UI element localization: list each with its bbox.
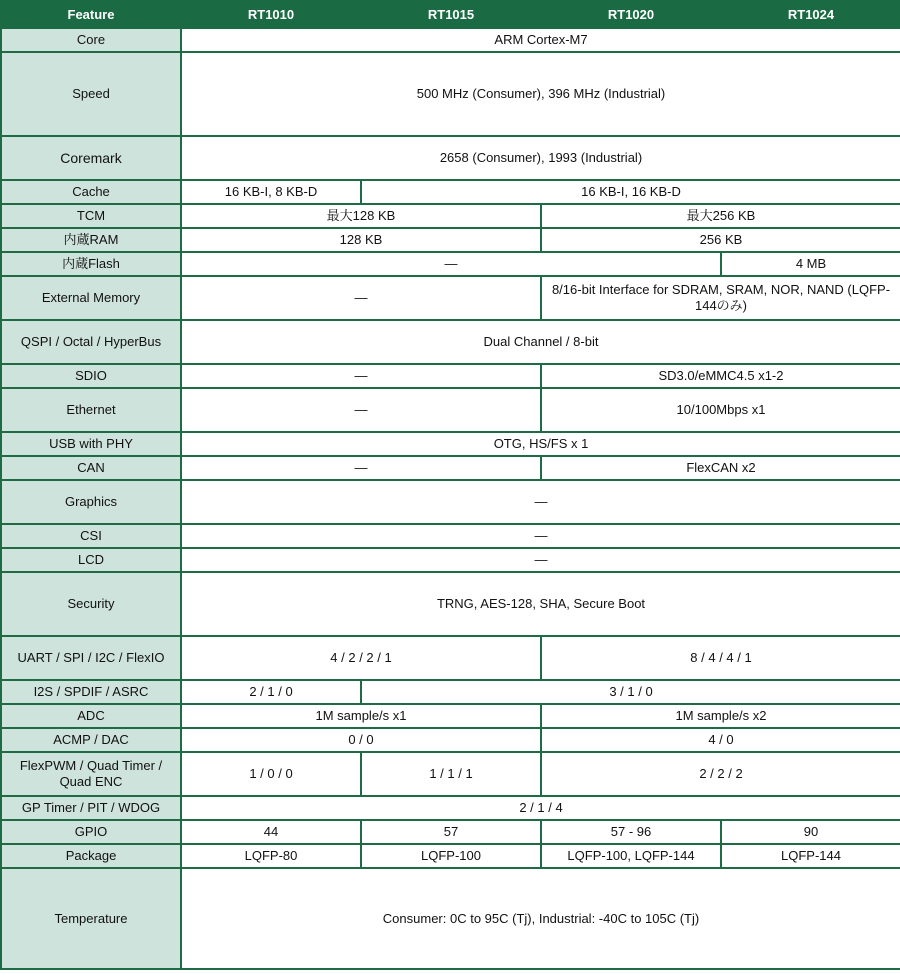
- feature-cell: Security: [1, 572, 181, 636]
- table-row: [1, 52, 900, 136]
- value-cell: 57: [361, 820, 541, 844]
- table-row: [1, 680, 900, 704]
- feature-cell: CSI: [1, 524, 181, 548]
- feature-cell: Coremark: [1, 136, 181, 180]
- value-cell: LQFP-100: [361, 844, 541, 868]
- table-row: [1, 276, 900, 320]
- table-row: [1, 572, 900, 636]
- table-row: [1, 728, 900, 752]
- value-cell: OTG, HS/FS x 1: [181, 432, 900, 456]
- value-cell: 44: [181, 820, 361, 844]
- feature-cell: Core: [1, 28, 181, 52]
- value-cell: —: [181, 480, 900, 524]
- table-row: [1, 796, 900, 820]
- feature-cell: Cache: [1, 180, 181, 204]
- value-cell: 16 KB-I, 8 KB-D: [181, 180, 361, 204]
- feature-cell: Temperature: [1, 868, 181, 969]
- feature-cell: ADC: [1, 704, 181, 728]
- value-cell: 1M sample/s x1: [181, 704, 541, 728]
- table-row: [1, 868, 900, 969]
- value-cell: LQFP-80: [181, 844, 361, 868]
- value-cell: 128 KB: [181, 228, 541, 252]
- value-cell: 最大128 KB: [181, 204, 541, 228]
- value-cell: 8/16-bit Interface for SDRAM, SRAM, NOR, NAND (LQFP-144のみ): [541, 276, 900, 320]
- header-rt1010: RT1010: [181, 1, 361, 28]
- value-cell: 4 / 0: [541, 728, 900, 752]
- header-rt1024: RT1024: [721, 1, 900, 28]
- feature-cell: TCM: [1, 204, 181, 228]
- table-row: [1, 204, 900, 228]
- value-cell: 16 KB-I, 16 KB-D: [361, 180, 900, 204]
- value-cell: LQFP-144: [721, 844, 900, 868]
- table-row: [1, 752, 900, 796]
- feature-cell: UART / SPI / I2C / FlexIO: [1, 636, 181, 680]
- header-feature: Feature: [1, 1, 181, 28]
- table-row: [1, 252, 900, 276]
- feature-cell: 内蔵RAM: [1, 228, 181, 252]
- value-cell: Consumer: 0C to 95C (Tj), Industrial: -40C to 105C (Tj): [181, 868, 900, 969]
- value-cell: LQFP-100, LQFP-144: [541, 844, 721, 868]
- value-cell: 1 / 1 / 1: [361, 752, 541, 796]
- value-cell: 90: [721, 820, 900, 844]
- value-cell: 2 / 2 / 2: [541, 752, 900, 796]
- value-cell: 3 / 1 / 0: [361, 680, 900, 704]
- table-row: [1, 320, 900, 364]
- value-cell: SD3.0/eMMC4.5 x1-2: [541, 364, 900, 388]
- value-cell: TRNG, AES-128, SHA, Secure Boot: [181, 572, 900, 636]
- value-cell: 57 - 96: [541, 820, 721, 844]
- value-cell: ARM Cortex-M7: [181, 28, 900, 52]
- feature-cell: Speed: [1, 52, 181, 136]
- value-cell: FlexCAN x2: [541, 456, 900, 480]
- feature-cell: ACMP / DAC: [1, 728, 181, 752]
- feature-cell: GP Timer / PIT / WDOG: [1, 796, 181, 820]
- feature-cell: LCD: [1, 548, 181, 572]
- feature-cell: External Memory: [1, 276, 181, 320]
- table-row: [1, 28, 900, 52]
- value-cell: Dual Channel / 8-bit: [181, 320, 900, 364]
- feature-cell: 内蔵Flash: [1, 252, 181, 276]
- feature-cell: Package: [1, 844, 181, 868]
- table-row: [1, 136, 900, 180]
- value-cell: —: [181, 548, 900, 572]
- feature-cell: GPIO: [1, 820, 181, 844]
- table-body: [1, 28, 900, 969]
- table-header: [1, 1, 900, 28]
- table-row: [1, 180, 900, 204]
- value-cell: —: [181, 364, 541, 388]
- header-row: [1, 1, 900, 28]
- table-row: [1, 704, 900, 728]
- table-row: [1, 456, 900, 480]
- feature-cell: QSPI / Octal / HyperBus: [1, 320, 181, 364]
- table-row: [1, 480, 900, 524]
- header-rt1020: RT1020: [541, 1, 721, 28]
- value-cell: 1 / 0 / 0: [181, 752, 361, 796]
- value-cell: 2 / 1 / 4: [181, 796, 900, 820]
- table-row: [1, 820, 900, 844]
- feature-cell: CAN: [1, 456, 181, 480]
- value-cell: 256 KB: [541, 228, 900, 252]
- table-row: [1, 388, 900, 432]
- table-row: [1, 548, 900, 572]
- table-row: [1, 636, 900, 680]
- feature-cell: FlexPWM / Quad Timer / Quad ENC: [1, 752, 181, 796]
- feature-cell: USB with PHY: [1, 432, 181, 456]
- value-cell: 1M sample/s x2: [541, 704, 900, 728]
- value-cell: 2658 (Consumer), 1993 (Industrial): [181, 136, 900, 180]
- table-row: [1, 432, 900, 456]
- value-cell: —: [181, 388, 541, 432]
- value-cell: 4 / 2 / 2 / 1: [181, 636, 541, 680]
- feature-cell: Ethernet: [1, 388, 181, 432]
- value-cell: 最大256 KB: [541, 204, 900, 228]
- table-row: [1, 844, 900, 868]
- table-row: [1, 364, 900, 388]
- value-cell: 10/100Mbps x1: [541, 388, 900, 432]
- value-cell: 2 / 1 / 0: [181, 680, 361, 704]
- value-cell: —: [181, 276, 541, 320]
- value-cell: 4 MB: [721, 252, 900, 276]
- table-row: [1, 524, 900, 548]
- value-cell: 500 MHz (Consumer), 396 MHz (Industrial): [181, 52, 900, 136]
- table-row: [1, 228, 900, 252]
- value-cell: —: [181, 456, 541, 480]
- feature-cell: Graphics: [1, 480, 181, 524]
- value-cell: 8 / 4 / 4 / 1: [541, 636, 900, 680]
- feature-cell: I2S / SPDIF / ASRC: [1, 680, 181, 704]
- value-cell: —: [181, 252, 721, 276]
- header-rt1015: RT1015: [361, 1, 541, 28]
- feature-cell: SDIO: [1, 364, 181, 388]
- value-cell: —: [181, 524, 900, 548]
- value-cell: 0 / 0: [181, 728, 541, 752]
